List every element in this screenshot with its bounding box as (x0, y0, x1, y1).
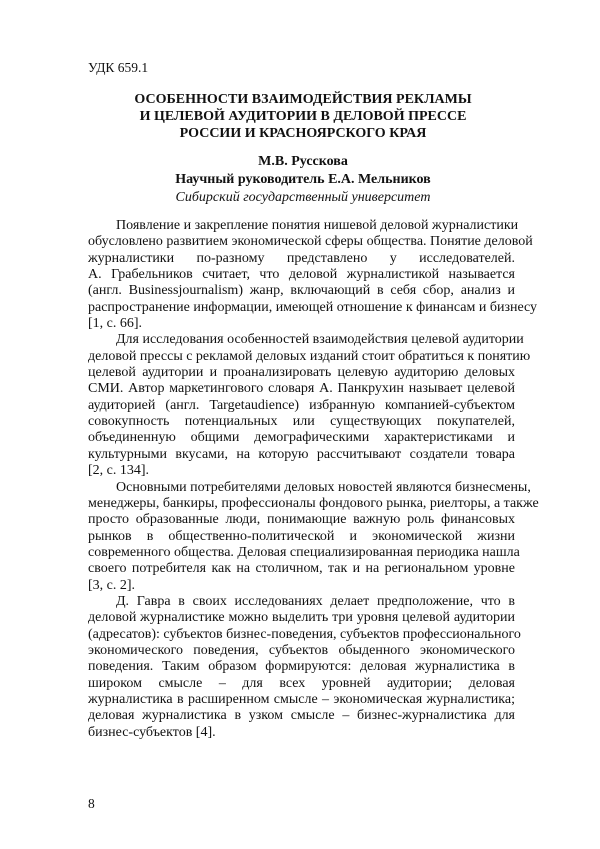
udk-code: УДК 659.1 (88, 60, 149, 75)
text-line: культурными вкусами, на которую рассчитывают создатели товара (88, 446, 515, 462)
text-line: поведения. Таким образом формируются: деловая журналистика в (88, 659, 515, 675)
text-line: СМИ. Автор маркетингового словаря А. Панкрухин называет целевой (88, 381, 515, 397)
authors-block (88, 153, 518, 207)
text-line: журналистика в расширенном смысле – экономическая журналистика; (88, 691, 515, 707)
text-line: менеджеры, банкиры, профессионалы фондового рынка, риелторы, а также (88, 495, 539, 511)
article-title (88, 91, 518, 142)
text-line: обусловлено развитием экономической сферы общества. Понятие деловой (88, 234, 533, 250)
text-line: распространение информации, имеющей отношение к финансам и бизнесу (88, 299, 538, 315)
text-line: объединенную общими демографическими характеристиками и (88, 430, 515, 446)
text-line: рынков в общественно-политической и экономической жизни (88, 528, 515, 544)
text-line: Основными потребителями деловых новостей являются бизнесмены, (116, 479, 531, 495)
article-body (88, 218, 539, 741)
text-line: [2, с. 134]. (88, 463, 150, 479)
paragraph (88, 593, 521, 741)
affiliation: Сибирский государственный университет (175, 190, 431, 205)
text-line: А. Грабельников считает, что деловой журналистикой называется (88, 267, 515, 283)
author-name: М.В. Русскова (258, 154, 348, 169)
supervisor-name: Научный руководитель Е.А. Мельников (175, 172, 431, 187)
text-line: бизнес-субъектов [4]. (88, 724, 216, 740)
title-line: РОССИИ И КРАСНОЯРСКОГО КРАЯ (179, 126, 427, 141)
text-line: современного общества. Деловая специализированная периодика нашла (88, 544, 520, 560)
text-line: деловой прессы с рекламой деловых изданий стоит обратиться к понятию (88, 348, 531, 364)
text-line: широком смысле – для всех уровней аудитории; деловая (88, 675, 515, 691)
text-line: экономического поведения, субъектов обыденного экономического (88, 642, 515, 658)
text-line: деловой журналистике можно выделить три уровня целевой аудитории (88, 610, 515, 626)
text-line: Д. Гавра в своих исследованиях делает предположение, что в (116, 593, 515, 609)
text-line: целевой аудитории и проанализировать целевую аудиторию деловых (88, 365, 515, 381)
paragraph (88, 332, 531, 479)
text-line: журналистики по-разному представлено у исследователей. (88, 250, 515, 266)
text-line: Появление и закрепление понятия нишевой деловой журналистики (116, 218, 519, 233)
paragraph (88, 479, 539, 594)
text-line: просто образованные люди, понимающие важную роль финансовых (88, 512, 515, 528)
text-line: аудиторией (англ. Targetaudience) избранную компанией-субъектом (88, 397, 515, 413)
title-line: И ЦЕЛЕВОЙ АУДИТОРИИ В ДЕЛОВОЙ ПРЕССЕ (139, 109, 467, 124)
title-line: ОСОБЕННОСТИ ВЗАИМОДЕЙСТВИЯ РЕКЛАМЫ (134, 92, 472, 107)
text-line: (адресатов): субъектов бизнес-поведения, субъектов профессионального (88, 626, 521, 642)
text-line: (англ. Businessjournalism) жанр, включающий в себя сбор, анализ и (88, 283, 515, 299)
paragraph (88, 218, 538, 332)
text-line: деловая журналистика в узком смысле – бизнес-журналистика для (88, 708, 515, 724)
page-number: 8 (88, 796, 95, 811)
text-line: совокупность потенциальных или существующих покупателей, (88, 414, 515, 430)
text-line: своего потребителя как на столичном, так и на региональном уровне (88, 561, 515, 577)
text-line: [1, с. 66]. (88, 316, 143, 332)
text-line: Для исследования особенностей взаимодействия целевой аудитории (116, 332, 524, 348)
text-line: [3, с. 2]. (88, 577, 136, 593)
